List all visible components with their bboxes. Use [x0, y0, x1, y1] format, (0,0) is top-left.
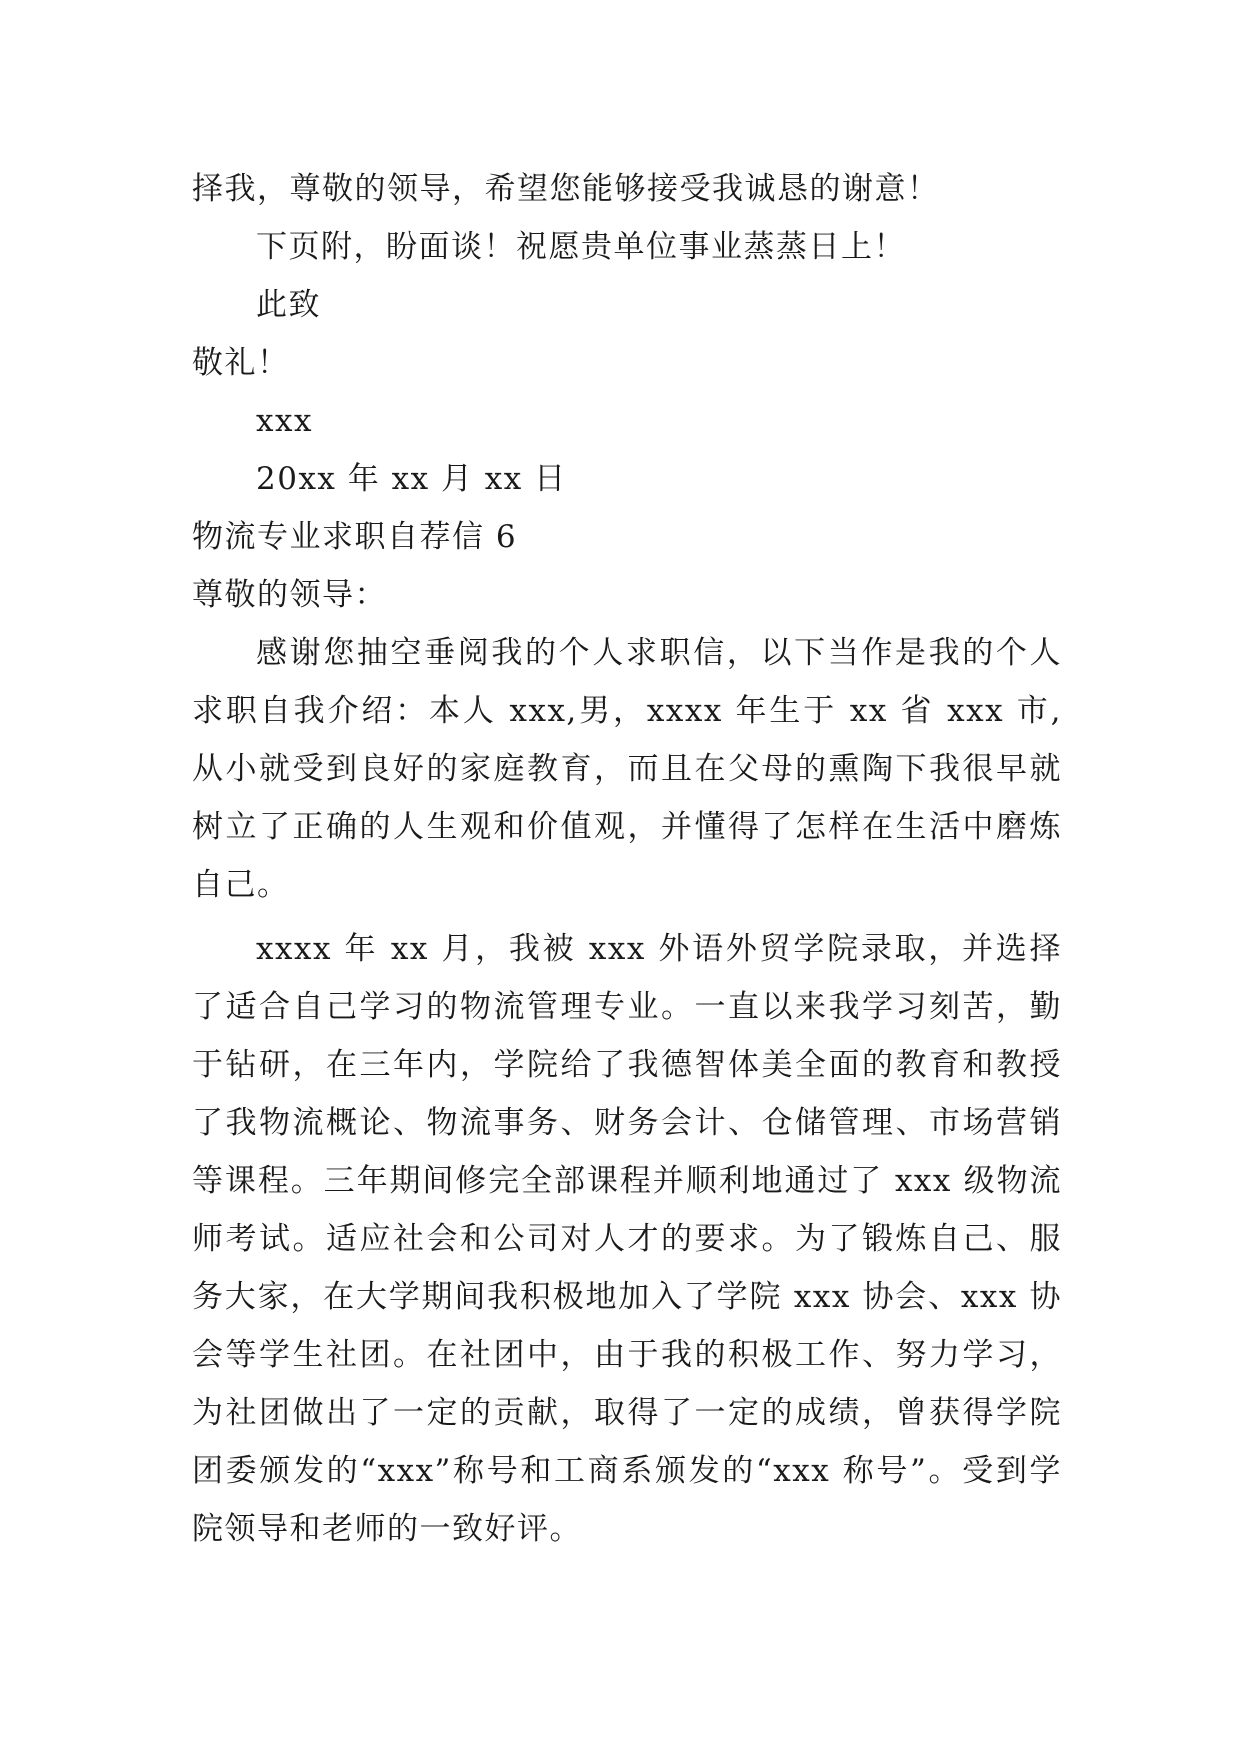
salutation-ci-zhi: 此致	[256, 287, 321, 323]
document-page	[192, 160, 1062, 1558]
body-paragraph-1: 感谢您抽空垂阅我的个人求职信，以下当作是我的个人求职自我介绍：本人 xxx,男，xxxx 年生于 xx 省 xxx 市,从小就受到良好的家庭教育，而且在父母的熏陶下我很早就树立了正确的人生观和价值观，并懂得了怎样在生活中磨炼自己。	[192, 635, 1062, 903]
letter-greeting: 尊敬的领导：	[192, 577, 387, 613]
attachment-line: 下页附，盼面谈！祝愿贵单位事业蒸蒸日上！	[256, 229, 906, 265]
body-paragraph-2: xxxx 年 xx 月，我被 xxx 外语外贸学院录取，并选择了适合自己学习的物流管理专业。一直以来我学习刻苦，勤于钻研，在三年内，学院给了我德智体美全面的教育和教授了我物流概论、物流事务、财务会计、仓储管理、市场营销等课程。三年期间修完全部课程并顺利地通过了 xxx 级物流师考试。适应社会和公司对人才的要求。为了锻炼自己、服务大家，在大学期间我积极地加入了学院 xxx 协会、xxx 协会等学生社团。在社团中，由于我的积极工作、努力学习，为社团做出了一定的贡献，取得了一定的成绩，曾获得学院团委颁发的“xxx”称号和工商系颁发的“xxx 称号”。受到学院领导和老师的一致好评。	[192, 931, 1062, 1547]
salutation-jing-li: 敬礼！	[192, 345, 290, 381]
signature: xxx	[256, 403, 313, 439]
closing-line: 择我，尊敬的领导，希望您能够接受我诚恳的谢意！	[192, 171, 940, 207]
letter-title: 物流专业求职自荐信 6	[192, 519, 518, 555]
date-line: 20xx 年 xx 月 xx 日	[256, 461, 567, 497]
